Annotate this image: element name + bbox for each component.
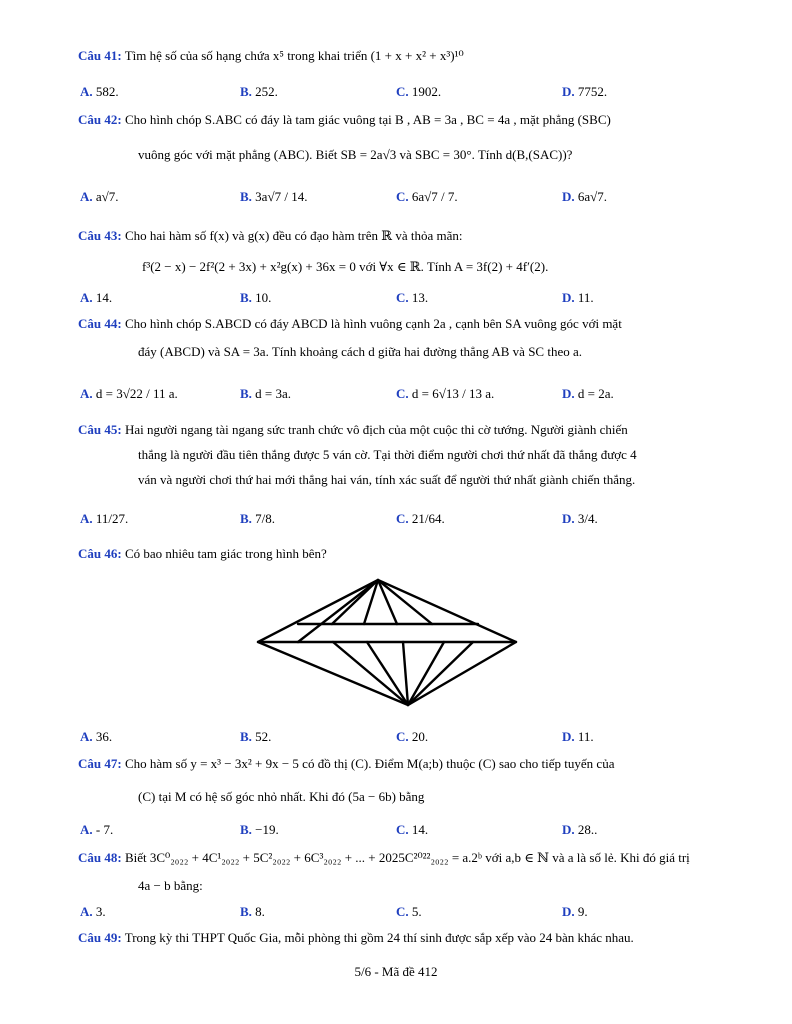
q44-option-c[interactable]: C. d = 6√13 / 13 a.: [396, 386, 495, 401]
question-label: Câu 45:: [78, 422, 122, 437]
question-text: Cho hình chóp S.ABC có đáy là tam giác vuông tại B , AB = 3a , BC = 4a , mặt phẳng (SBC): [124, 112, 611, 127]
page-footer: 5/6 - Mã đề 412: [354, 964, 438, 979]
q43-option-d[interactable]: D. 11.: [562, 290, 594, 305]
q45-option-b[interactable]: B. 7/8.: [240, 511, 276, 526]
question-label: Câu 43:: [78, 228, 122, 243]
question-text-cont: 4a − b bằng:: [138, 878, 203, 893]
question-label: Câu 42:: [78, 112, 122, 127]
question-text: Cho hình chóp S.ABCD có đáy ABCD là hình vuông cạnh 2a , cạnh bên SA vuông góc với mặt: [124, 316, 622, 331]
q48-option-d[interactable]: D. 9.: [562, 904, 588, 919]
question-label: Câu 41:: [78, 48, 122, 63]
question-label: Câu 46:: [78, 546, 122, 561]
q44-option-d[interactable]: D. d = 2a.: [562, 386, 614, 401]
question-text-cont: f³(2 − x) − 2f²(2 + 3x) + x²g(x) + 36x = 0 với ∀x ∈ ℝ. Tính A = 3f(2) + 4f′(2).: [142, 259, 549, 274]
question-text-cont: (C) tại M có hệ số góc nhỏ nhất. Khi đó (5a − 6b) bằng: [138, 789, 425, 804]
q43-option-a[interactable]: A. 14.: [80, 290, 113, 305]
q47-option-d[interactable]: D. 28..: [562, 822, 598, 837]
question-text: Trong kỳ thi THPT Quốc Gia, mỗi phòng thi gồm 24 thí sinh được sắp xếp vào 24 bàn khác nhau.: [124, 930, 634, 945]
q42-option-c[interactable]: C. 6a√7 / 7.: [396, 189, 458, 204]
question-text-cont: thắng là người đầu tiên thắng được 5 ván cờ. Tại thời điểm người chơi thứ nhất đã thắng được 4: [138, 447, 637, 462]
q47-option-c[interactable]: C. 14.: [396, 822, 429, 837]
question-text-cont: đáy (ABCD) và SA = 3a. Tính khoảng cách d giữa hai đường thẳng AB và SC theo a.: [138, 344, 582, 359]
q45-option-d[interactable]: D. 3/4.: [562, 511, 598, 526]
question-text: Hai người ngang tài ngang sức tranh chức vô địch của một cuộc thi cờ tướng. Người giành chiến: [124, 422, 628, 437]
question-label: Câu 49:: [78, 930, 122, 945]
q42-option-d[interactable]: D. 6a√7.: [562, 189, 608, 204]
q47-option-b[interactable]: B. −19.: [240, 822, 279, 837]
q41-option-c[interactable]: C. 1902.: [396, 84, 442, 99]
q44-option-a[interactable]: A. d = 3√22 / 11 a.: [80, 386, 178, 401]
question-text: Có bao nhiêu tam giác trong hình bên?: [124, 546, 327, 561]
q42-option-b[interactable]: B. 3a√7 / 14.: [240, 189, 308, 204]
question-text-cont: vuông góc với mặt phẳng (ABC). Biết SB = 2a√3 và SBC = 30°. Tính d(B,(SAC))?: [138, 147, 573, 162]
question-49: [78, 929, 634, 946]
question-text: Cho hàm số y = x³ − 3x² + 9x − 5 có đồ thị (C). Điểm M(a;b) thuộc (C) sao cho tiếp tuyến của: [124, 756, 615, 771]
q43-option-c[interactable]: C. 13.: [396, 290, 429, 305]
question-label: Câu 44:: [78, 316, 122, 331]
q48-option-a[interactable]: A. 3.: [80, 904, 106, 919]
q45-option-c[interactable]: C. 21/64.: [396, 511, 445, 526]
question-47: [78, 755, 614, 772]
q46-option-d[interactable]: D. 11.: [562, 729, 594, 744]
q46-option-c[interactable]: C. 20.: [396, 729, 429, 744]
q48-option-c[interactable]: C. 5.: [396, 904, 422, 919]
q47-option-a[interactable]: A. - 7.: [80, 822, 114, 837]
q43-option-b[interactable]: B. 10.: [240, 290, 272, 305]
q48-option-b[interactable]: B. 8.: [240, 904, 265, 919]
question-text: Tìm hệ số của số hạng chứa x⁵ trong khai triển (1 + x + x² + x³)¹⁰: [124, 48, 464, 63]
q46-option-a[interactable]: A. 36.: [80, 729, 113, 744]
q46-option-b[interactable]: B. 52.: [240, 729, 272, 744]
q44-option-b[interactable]: B. d = 3a.: [240, 386, 292, 401]
q41-option-d[interactable]: D. 7752.: [562, 84, 608, 99]
q45-option-a[interactable]: A. 11/27.: [80, 511, 129, 526]
question-label: Câu 48:: [78, 850, 122, 865]
q42-option-a[interactable]: A. a√7.: [80, 189, 119, 204]
question-48: [78, 849, 690, 866]
question-text: Cho hai hàm số f(x) và g(x) đều có đạo hàm trên ℝ và thỏa mãn:: [124, 228, 463, 243]
question-text: Biết 3C⁰₂₀₂₂ + 4C¹₂₀₂₂ + 5C²₂₀₂₂ + 6C³₂₀₂₂ + ... + 2025C²⁰²²₂₀₂₂ = a.2ᵇ với a,b ∈ ℕ và a là số lẻ. Khi đó giá trị: [124, 850, 690, 865]
q41-option-b[interactable]: B. 252.: [240, 84, 278, 99]
q41-option-a[interactable]: A. 582.: [80, 84, 119, 99]
question-text-cont: ván và người chơi thứ hai mới thắng hai ván, tính xác suất để người thứ nhất giành chiến thắng.: [138, 472, 636, 487]
question-label: Câu 47:: [78, 756, 122, 771]
